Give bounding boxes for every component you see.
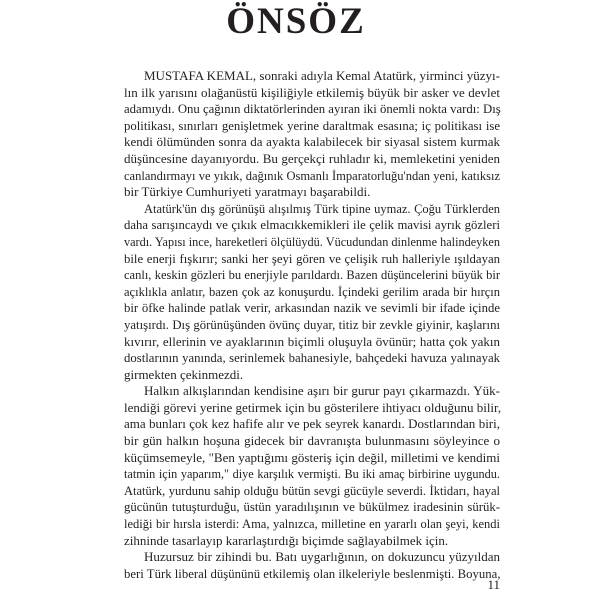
text-line: Huzursuz bir zihindi bu. Batı uygarlığının, on dokuzuncu yüzyıldan (144, 549, 500, 565)
text-line: bir öfke halinde patlak verir, arkasından nazik ve sevimli bir ifade içinde (124, 301, 500, 316)
text-line: bir gün halkın hoşuna gidecek bir davranışta bulunmasını söyleyince o (124, 433, 500, 449)
text-line: tatmin için yaparım," diye karşılık vermişti. Bu iki amaç birbirine uygundu. (124, 467, 500, 482)
text-line: açıklıkla anlatır, bazen çok az konuşurdu. İçindeki gerilim arada bir hırçın (124, 284, 500, 299)
text-line: yatışırdı. Dış görünüşünden övünç duyar, titiz bir zevkle giyinir, kaşlarını (124, 317, 500, 332)
text-line: Halkın alkışlarından kendisine aşırı bir gurur payı çıkarmazdı. Yük- (144, 383, 500, 399)
paragraph-2 (104, 201, 500, 384)
text-line: bir Türkiye Cumhuriyeti yaratmayı başarabildi. (124, 184, 371, 200)
text-line: beri Türk liberal düşününü etkilemiş olan ilkeleriyle beslenmişti. Boyuna, (124, 566, 501, 581)
text-line: Atatürk'ün dış görünüşü alışılmış Türk tipine uymaz. Çoğu Türklerden (144, 201, 500, 216)
text-line: bile enerji fışkırır; sanki her şeyi gören ve çelişik ruh halleriyle ışıldayan (124, 251, 500, 266)
text-line: küçümsemeyle, "Ben yaptığımı gösteriş için değil, milletimi ve kendimi (124, 449, 500, 465)
text-line: lın ilk yarısını olağanüstü kişiliğiyle etkilemiş büyük bir asker ve devlet (124, 84, 500, 100)
paragraph-4 (104, 549, 500, 582)
text-line: kendi ölümünden sonra da ayakta kalabilecek bir siyasal sistem kurmak (124, 134, 500, 150)
text-line: canlı, keskin gözleri bu enerjiyle parıldardı. Bazen düşüncelerini büyük bir (124, 268, 500, 283)
text-line: Atatürk, yurdunu sahip olduğu bütün sevgi gücüyle severdi. İktidarı, hayal (124, 483, 500, 498)
page-number: 11 (487, 577, 500, 592)
text-line: vardı. Yapısı ince, hareketleri ölçülüydü. Vücudundan dinlenme halindeyken (124, 234, 500, 249)
paragraph-3 (104, 383, 500, 549)
text-line: politikası, sınırları genişletmek yerine daraltmak esasına; iç politikası ise (124, 118, 500, 133)
page-title: ÖNSÖZ (226, 1, 366, 42)
body-text (104, 68, 500, 582)
text-line: canlandırmayı ve yıkık, dağınık Osmanlı İmparatorluğu'ndan yeni, katıksız (124, 168, 500, 183)
text-line: zihninde tasarlayıp kararlaştırdığı biçimde sağlayabilmek için. (124, 532, 449, 548)
text-line: adamıydı. Onu çağının diktatörlerinden ayıran iki önemli nokta vardı: Dış (124, 102, 501, 117)
text-line: kıvırır, ellerinin ve ayaklarının biçimli oluşuyla övünür; hatta çok yakın (124, 333, 500, 349)
text-line: lendiği görevi yerine getirmek için bu gösterilere ihtiyacı olduğunu bilir, (124, 399, 502, 415)
text-line: daha sarışıncaydı ve çıkık elmacıkkemikleri ile çelik mavisi ayrık gözleri (124, 218, 500, 233)
text-line: lediği bir hırsla isterdi: Ama, yalnızca, milletine en yararlı olan şeyi, kendi (124, 517, 500, 532)
text-line: dostlarının yanında, serinlemek bahanesiyle, bahçedeki havuza yalınayak (124, 351, 500, 366)
text-line: MUSTAFA KEMAL, sonraki adıyla Kemal Atatürk, yirminci yüzyı- (144, 68, 500, 83)
paragraph-1 (104, 68, 500, 201)
text-line: gücünün tutuşturduğu, üstün yaradılışının ve bükülmez iradesinin sürük- (124, 500, 500, 515)
text-line: ama bunları çok kez hafife alır ve pek seyrek kanardı. Dostlarından biri, (124, 416, 500, 432)
text-line: düşüncesine dayanıyordu. Bu gerçekçi ruhladır ki, memleketini yeniden (124, 150, 500, 166)
text-line: girmekten çekinmezdi. (124, 366, 244, 382)
